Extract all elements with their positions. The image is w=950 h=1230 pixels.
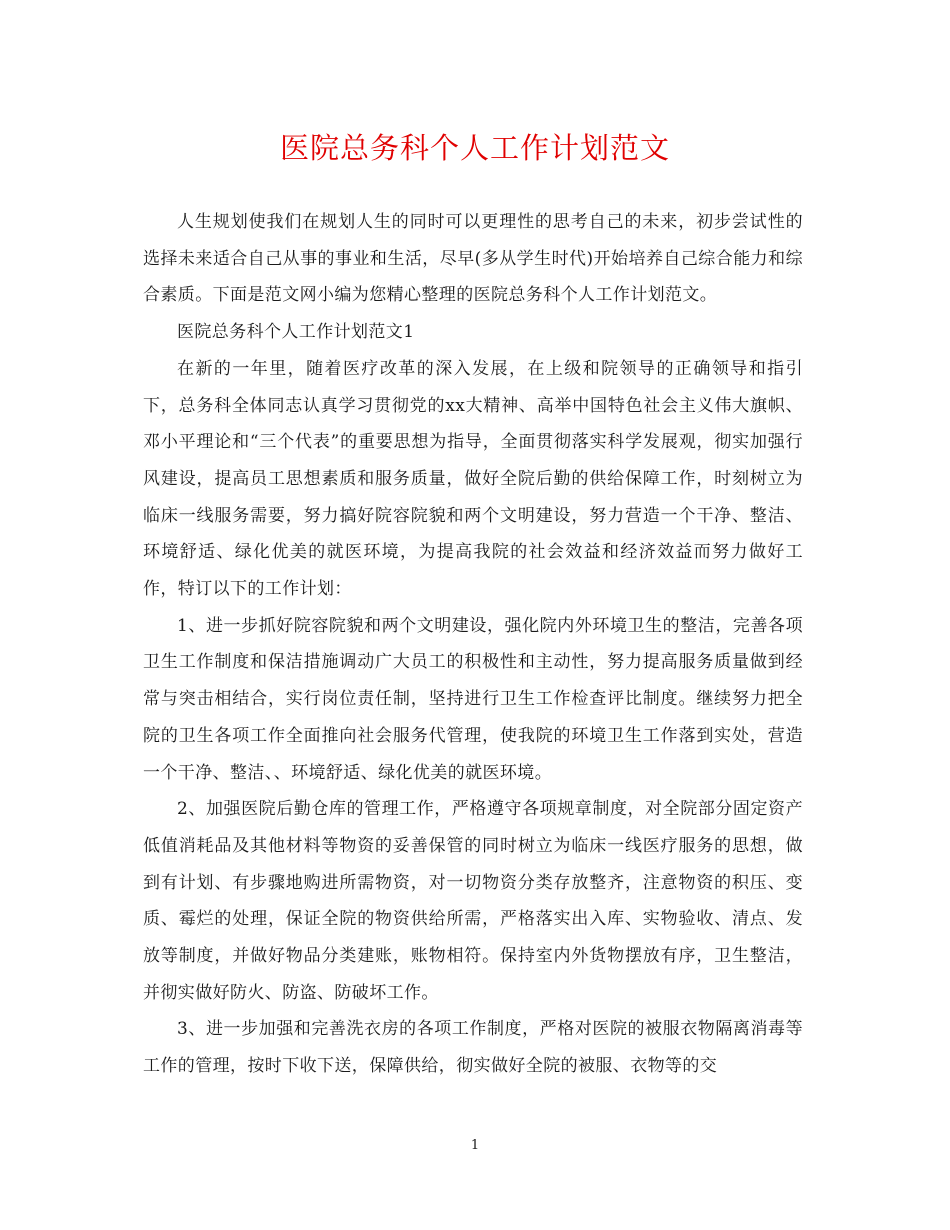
section-heading: 医院总务科个人工作计划范文1 — [177, 322, 415, 343]
plan-item-2: 2、加强医院后勤仓库的管理工作，严格遵守各项规章制度，对全院部分固定资产低值消耗品及其他材料等物资的妥善保管的同时树立为临床一线医疗服务的思想，做到有计划、有步骤地购进所需物资，对一切物资分类存放整齐，注意物资的积压、变质、霉烂的处理，保证全院的物资供给所需，严格落实出入库、实物验收、清点、发放等制度，并做好物品分类建账，账物相符。保持室内外货物摆放有序，卫生整洁，并彻实做好防火、防盗、防破坏工作。 — [143, 799, 803, 1003]
plan-item-1: 1、进一步抓好院容院貌和两个文明建设，强化院内外环境卫生的整洁，完善各项卫生工作制度和保洁措施调动广大员工的积极性和主动性，努力提高服务质量做到经常与突击相结合，实行岗位责任制，坚持进行卫生工作检查评比制度。继续努力把全院的卫生各项工作全面推向社会服务代管理，使我院的环境卫生工作落到实处，营造一个干净、整洁、、环境舒适、绿化优美的就医环境。 — [143, 615, 803, 783]
page-number: 1 — [470, 1138, 480, 1153]
body-paragraph: 在新的一年里，随着医疗改革的深入发展，在上级和院领导的正确领导和指引下，总务科全体同志认真学习贯彻党的xx大精神、高举中国特色社会主义伟大旗帜、邓小平理论和“三个代表”的重要思想为指导，全面贯彻落实科学发展观，彻实加强行风建设，提高员工思想素质和服务质量，做好全院后勤的供给保障工作，时刻树立为临床一线服务需要，努力搞好院容院貌和两个文明建设，努力营造一个干净、整洁、环境舒适、绿化优美的就医环境，为提高我院的社会效益和经济效益而努力做好工作，特订以下的工作计划： — [143, 358, 803, 600]
document-body — [143, 204, 803, 1085]
document-title: 医院总务科个人工作计划范文 — [279, 131, 670, 165]
plan-item-3: 3、进一步加强和完善洗衣房的各项工作制度，严格对医院的被服衣物隔离消毒等工作的管理，按时下收下送，保障供给，彻实做好全院的被服、衣物等的交 — [143, 1019, 803, 1077]
intro-paragraph: 人生规划使我们在规划人生的同时可以更理性的思考自己的未来，初步尝试性的选择未来适合自己从事的事业和生活，尽早(多从学生时代)开始培养自己综合能力和综合素质。下面是范文网小编为您精心整理的医院总务科个人工作计划范文。 — [143, 212, 803, 306]
